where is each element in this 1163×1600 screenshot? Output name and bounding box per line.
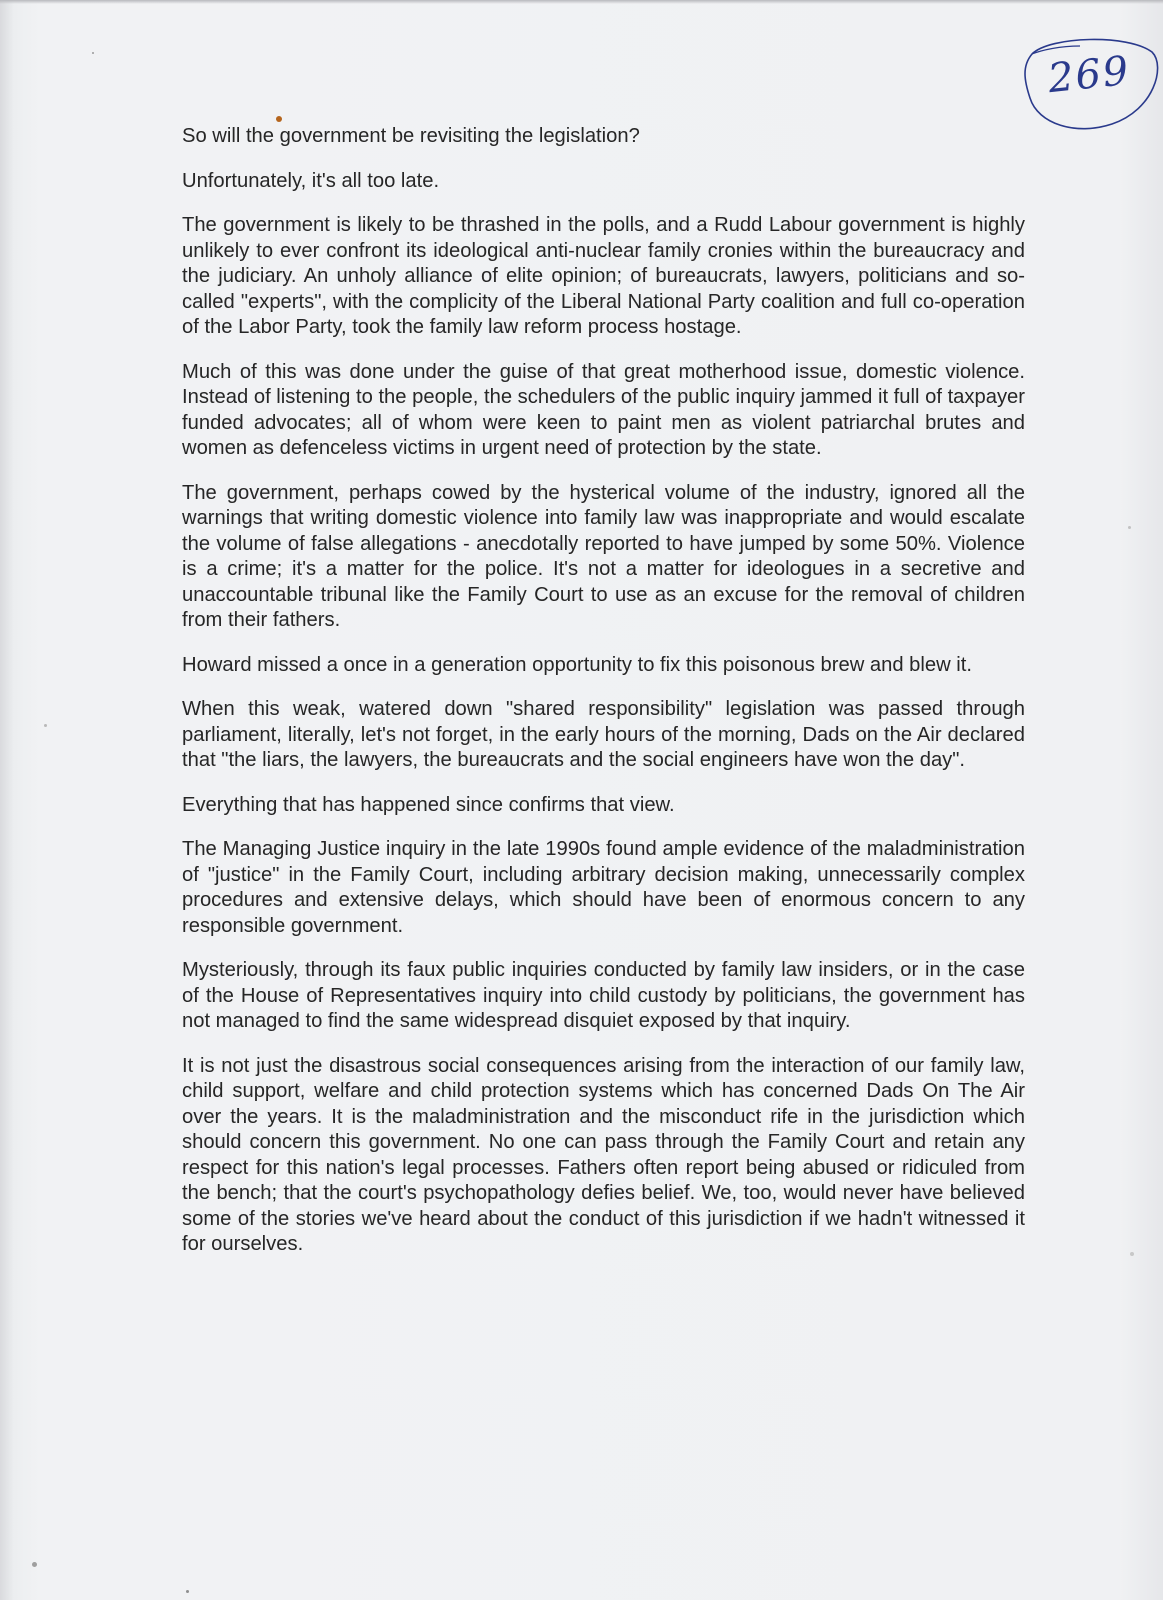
ink-dot <box>276 116 282 122</box>
scan-speck <box>92 52 94 54</box>
paragraph: Much of this was done under the guise of that great motherhood issue, domestic violence. Instead of listening to the people, the schedulers of the public inquiry jammed it full of taxpayer funded advocates; all of whom were keen to paint men as violent patriarchal brutes and women as defenceless victims in urgent need of protection by the state. <box>182 360 1025 459</box>
paragraph: The Managing Justice inquiry in the late 1990s found ample evidence of the maladministration of "justice" in the Family Court, including arbitrary decision making, unnecessarily complex procedures and extensive delays, which should have been of enormous concern to any responsible government. <box>182 838 1025 937</box>
paragraph: The government is likely to be thrashed in the polls, and a Rudd Labour government is highly unlikely to ever confront its ideological anti-nuclear family cronies within the bureaucracy and the judiciary. An unholy alliance of elite opinion; of bureaucrats, lawyers, politicians and so-called "experts", with the complicity of the Liberal National Party coalition and full co-operation of the Labor Party, took the family law reform process hostage. <box>182 214 1025 338</box>
paragraph: When this weak, watered down "shared responsibility" legislation was passed through parliament, literally, let's not forget, in the early hours of the morning, Dads on the Air declared that "the liars, the lawyers, the bureaucrats and the social engineers have won the day". <box>182 698 1025 771</box>
scan-speck <box>44 724 47 727</box>
page-top-edge <box>0 0 1163 4</box>
paragraph: Mysteriously, through its faux public inquiries conducted by family law insiders, or in the case of the House of Representatives inquiry into child custody by politicians, the government has not managed to find the same widespread disquiet exposed by that inquiry. <box>182 959 1025 1032</box>
paragraph: So will the government be revisiting the legislation? <box>182 125 640 147</box>
paragraph: It is not just the disastrous social consequences arising from the interaction of our family law, child support, welfare and child protection systems which has concerned Dads On The Air over the years. It is the maladministration and the misconduct rife in the jurisdiction which should concern this government. No one can pass through the Family Court and retain any respect for this nation's legal processes. Fathers often report being abused or ridiculed from the bench; that the court's psychopathology defies belief. We, too, would never have believed some of the stories we've heard about the conduct of this jurisdiction if we hadn't witnessed it for ourselves. <box>182 1054 1025 1255</box>
letter-body <box>182 124 1025 1277</box>
paragraph: Howard missed a once in a generation opportunity to fix this poisonous brew and blew it. <box>182 653 973 676</box>
paragraph: The government, perhaps cowed by the hysterical volume of the industry, ignored all the warnings that writing domestic violence into family law was inappropriate and would escalate the volume of false allegations - anecdotally reported to have jumped by some 50%. Violence is a crime; it's a matter for the police. It's not a matter for ideologues in a secretive and unaccountable tribunal like the Family Court to use as an excuse for the removal of children from their fathers. <box>182 481 1025 631</box>
scan-speck <box>1128 526 1131 529</box>
handwritten-page-number: 269 <box>1045 47 1133 103</box>
scan-speck <box>186 1590 189 1593</box>
paragraph: Unfortunately, it's all too late. <box>182 169 440 192</box>
scan-speck <box>32 1562 37 1567</box>
paragraph: Everything that has happened since confirms that view. <box>182 793 675 816</box>
scan-speck <box>1130 1252 1134 1256</box>
